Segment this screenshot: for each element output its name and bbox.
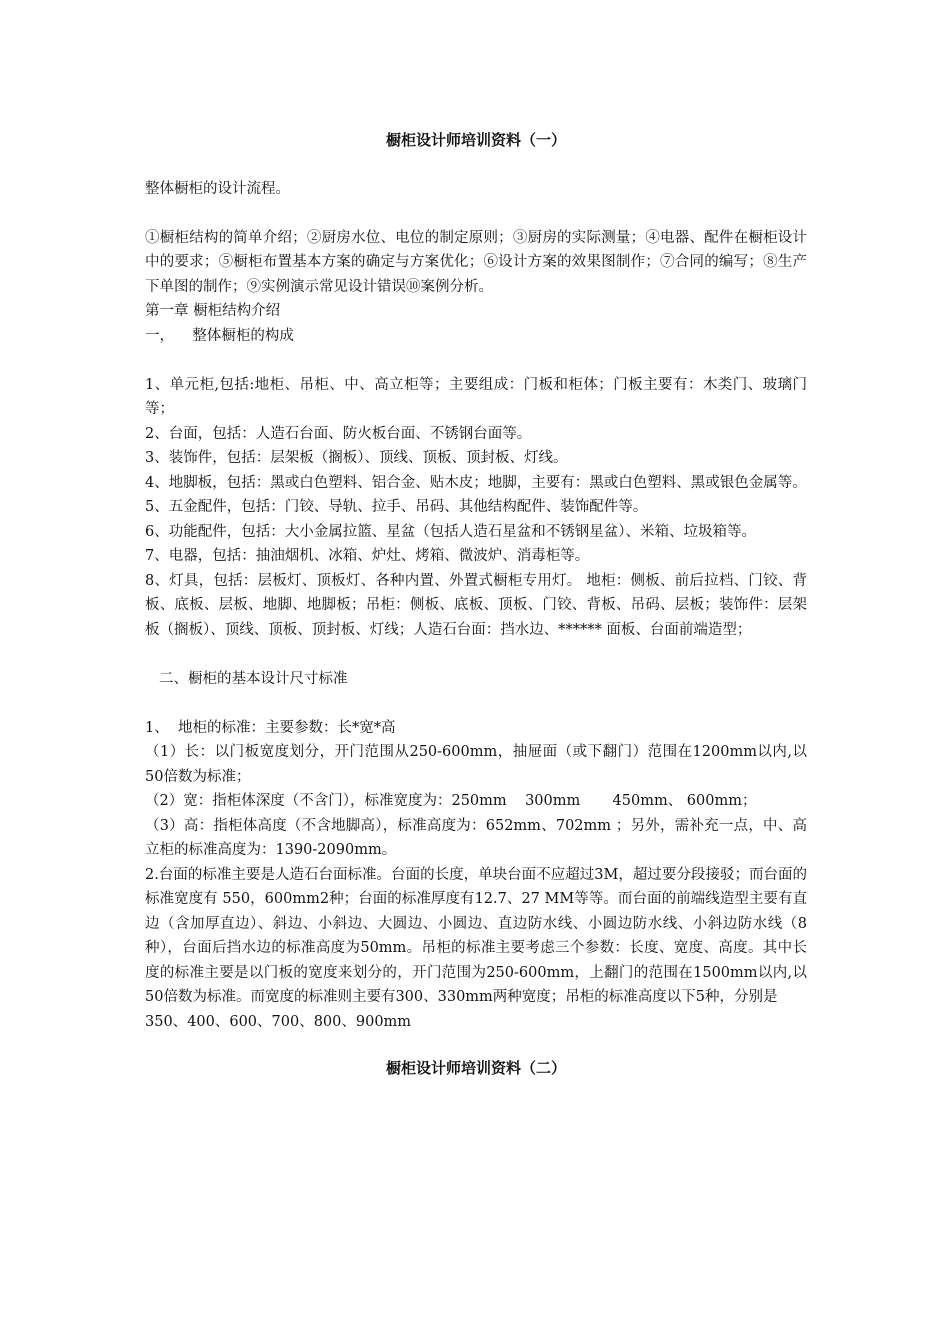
- chapter-heading: 第一章 橱柜结构介绍: [145, 303, 281, 319]
- countertop-paragraph: 2.台面的标准主要是人造石台面标准。台面的长度，单块台面不应超过3M，超过要分段接驳；而台面的标准宽度有 550，600mm2种；台面的标准厚度有12.7、27 MM等等。而台面的前端线造型主要有直边（含加厚直边）、斜边、小斜边、大圆边、小圆边、直边防水线、小圆边防水线、小斜边防水线（8种），台面后挡水边的标准高度为50mm。吊柜的标准主要考虑三个参数：长度、宽度、高度。其中长度的标准主要是以门板的宽度来划分的，开门范围为250-600mm，上翻门的范围在1500mm以内,以50倍数为标准。而宽度的标准则主要有300、330mm两种宽度；吊柜的标准高度以下5种，分别是: [145, 866, 807, 1005]
- spacer: [145, 201, 807, 226]
- heights-line: 350、400、600、700、800、900mm: [145, 1013, 412, 1030]
- list-item: 7、电器，包括：抽油烟机、冰箱、炉灶、烤箱、微波炉、消毒柜等。: [145, 548, 590, 564]
- intro-paragraph: 整体橱柜的设计流程。: [145, 180, 290, 197]
- spacer: [145, 642, 807, 667]
- section-heading: 二、橱柜的基本设计尺寸标准: [159, 670, 348, 687]
- list-item: 6、功能配件，包括：大小金属拉篮、星盆（包括人造石星盆和不锈钢星盆）、米箱、垃圾箱等。: [145, 523, 756, 540]
- document-title: 橱柜设计师培训资料（一）: [385, 131, 566, 149]
- list-item: 4、地脚板，包括：黑或白色塑料、铝合金、贴木皮；地脚，主要有：黑或白色塑料、黑或银色金属等。: [145, 474, 807, 491]
- standard-item: （2）宽：指柜体深度（不含门），标准宽度为：250mm 300mm 450mm、 600mm；: [145, 793, 757, 809]
- list-item: 8、灯具，包括：层板灯、顶板灯、各种内置、外置式橱柜专用灯。 地柜：侧板、前后拉档、门铰、背板、底板、层板、地脚、地脚板；吊柜：侧板、底板、顶板、门铰、背板、吊码、层板；装饰件：层架板（搁板）、顶线、顶板、顶封板、灯线；人造石台面：挡水边、****** 面板、台面前端造型；: [145, 572, 807, 638]
- list-item: 1、单元柜,包括:地柜、吊柜、中、高立柜等；主要组成：门板和柜体；门板主要有：木类门、玻璃门等；: [145, 376, 807, 417]
- spacer: [145, 348, 807, 373]
- standard-item: （1）长：以门板宽度划分，开门范围从250-600mm，抽屉面（或下翻门）范围在1200mm以内,以50倍数为标准；: [145, 744, 807, 785]
- list-item: 2、台面，包括：人造石台面、防火板台面、不锈钢台面等。: [145, 425, 532, 442]
- document-title-2: 橱柜设计师培训资料（二）: [385, 1059, 566, 1077]
- standard-item: （3）高：指柜体高度（不含地脚高），标准高度为：652mm、702mm ；另外，需补充一点，中、高立柜的标准高度为：1390-2090mm。: [145, 817, 807, 858]
- section-heading: 一， 整体橱柜的构成: [145, 327, 294, 344]
- standard-heading: 1、 地柜的标准：主要参数：长*宽*高: [145, 719, 396, 736]
- spacer: [145, 152, 807, 177]
- list-item: 5、五金配件，包括：门铰、导轨、拉手、吊码、其他结构配件、装饰配件等。: [145, 499, 648, 515]
- process-paragraph: ①橱柜结构的简单介绍；②厨房水位、电位的制定原则；③厨房的实际测量；④电器、配件在橱柜设计中的要求；⑤橱柜布置基本方案的确定与方案优化；⑥设计方案的效果图制作；⑦合同的编写；⑧生产下单图的制作；⑨实例演示常见设计错误⑩案例分析。: [145, 229, 807, 295]
- spacer: [145, 691, 807, 716]
- document-body: [145, 128, 807, 1080]
- list-item: 3、装饰件，包括：层架板（搁板）、顶线、顶板、顶封板、灯线。: [145, 450, 568, 466]
